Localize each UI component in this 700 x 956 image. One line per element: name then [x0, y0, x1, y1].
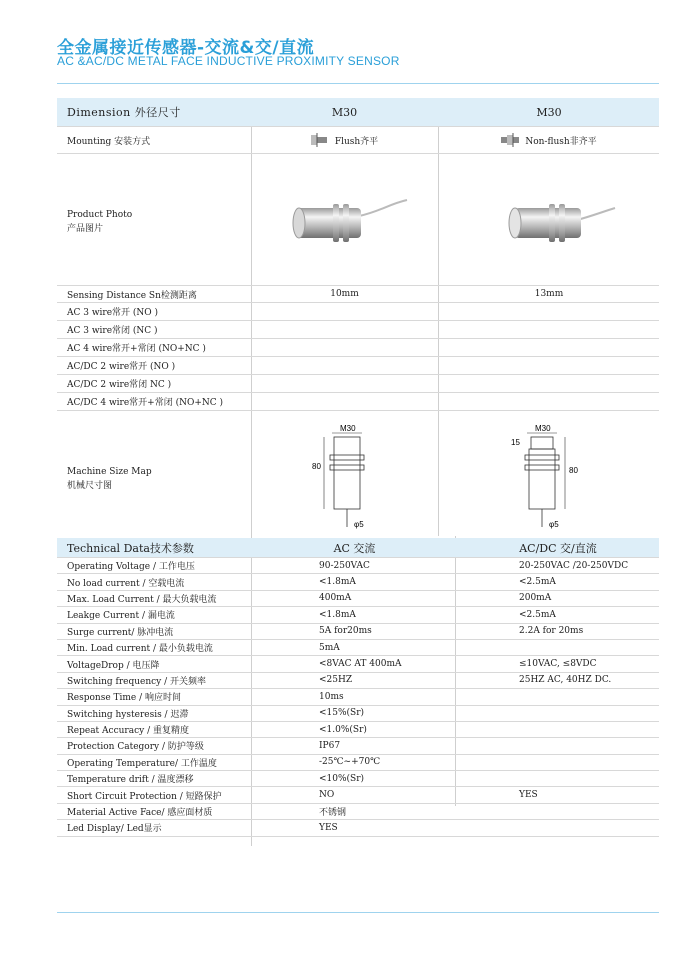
flush-length-dim: 80 — [312, 462, 321, 471]
tech-row-ac: 10ms — [319, 691, 344, 702]
tech-row-acdc: 200mA — [519, 593, 552, 604]
nonflush-dimension-drawing — [507, 423, 587, 531]
tech-row-ac: <1.8mA — [319, 577, 356, 588]
tech-row-ac: <25HZ — [319, 675, 353, 686]
col-flush-header: M30 — [331, 105, 358, 119]
mounting-nonflush-text: Non-flush非齐平 — [525, 136, 597, 147]
tech-row — [57, 607, 659, 623]
spec-table — [57, 98, 659, 539]
tech-col-ac: AC 交流 — [333, 541, 376, 555]
wiring-row — [57, 357, 659, 375]
tech-row-acdc — [519, 738, 659, 753]
sensing-nonflush: 13mm — [534, 289, 564, 299]
tech-row — [57, 591, 659, 607]
mounting-flush-text: Flush齐平 — [334, 136, 379, 147]
tech-row-acdc: 20-250VAC /20-250VDC — [519, 560, 629, 571]
tech-row-label: Min. Load current / 最小负载电流 — [67, 644, 213, 655]
tech-row-label: Repeat Accuracy / 重复精度 — [67, 726, 189, 737]
tech-row — [57, 689, 659, 705]
tech-row — [57, 624, 659, 640]
tech-row-ac: YES — [319, 822, 338, 833]
tech-row — [57, 558, 659, 574]
tech-row — [57, 640, 659, 656]
wiring-row — [57, 393, 659, 411]
nonflush-sensor-photo — [497, 194, 617, 250]
tech-row-label: Response Time / 响应时间 — [67, 693, 181, 704]
tech-row-label: Operating Voltage / 工作电压 — [67, 562, 195, 573]
tech-row-ac: <15%(Sr) — [319, 708, 365, 719]
wiring-label: AC 3 wire常开 (NO ) — [67, 308, 159, 318]
wiring-label: AC/DC 2 wire常闭 NC ) — [67, 380, 172, 390]
photo-label-en: Product Photo — [67, 210, 133, 220]
tech-row-ac: IP67 — [319, 740, 341, 751]
tech-row-label: Operating Temperature/ 工作温度 — [67, 758, 217, 769]
tech-row-acdc — [519, 771, 659, 786]
footer-divider — [57, 912, 659, 913]
tech-row-acdc: <2.5mA — [519, 577, 556, 588]
tech-row — [57, 804, 659, 820]
tech-row-ac: -25℃~+70℃ — [319, 757, 381, 768]
tech-row-ac: 5mA — [319, 642, 340, 653]
tech-row-label: Leakge Current / 漏电流 — [67, 611, 175, 622]
tech-row-ac: <1.0%(Sr) — [319, 724, 367, 735]
header-divider — [57, 83, 659, 84]
tech-row-acdc — [519, 820, 659, 835]
tech-row — [57, 656, 659, 672]
tech-row — [57, 755, 659, 771]
tech-row-acdc — [519, 722, 659, 737]
tech-row-label: Material Active Face/ 感应面材质 — [67, 808, 213, 819]
flush-mount-icon — [311, 133, 331, 147]
tech-row-acdc — [519, 804, 659, 819]
photo-row — [57, 154, 659, 286]
wiring-row — [57, 339, 659, 357]
tech-row-acdc — [519, 689, 659, 704]
wiring-label: AC/DC 4 wire常开+常闭 (NO+NC ) — [67, 398, 224, 408]
wiring-row — [57, 375, 659, 393]
nonflush-cable-dim: φ5 — [549, 520, 559, 529]
tech-row-label: Led Display/ Led显示 — [67, 824, 162, 835]
tech-row-acdc: ≤10VAC, ≤8VDC — [519, 659, 597, 670]
tech-row-ac: <1.8mA — [319, 609, 356, 620]
wiring-label: AC 4 wire常开+常闭 (NO+NC ) — [67, 344, 206, 354]
machine-label-en: Machine Size Map — [67, 467, 152, 477]
page-title-cn: 全金属接近传感器-交流&交/直流 — [57, 38, 315, 58]
tech-row-ac: <10%(Sr) — [319, 773, 365, 784]
tech-row-acdc: YES — [519, 790, 538, 801]
tech-row-ac: 不锈钢 — [319, 808, 347, 819]
tech-row — [57, 738, 659, 754]
tech-row — [57, 820, 659, 836]
tech-row-ac: NO — [319, 790, 335, 801]
tech-row — [57, 722, 659, 738]
tech-row-label: Short Circuit Protection / 短路保护 — [67, 791, 222, 802]
col-nonflush-header: M30 — [536, 105, 562, 119]
nonflush-length-dim: 80 — [569, 466, 578, 475]
tech-row-acdc — [519, 640, 659, 655]
tech-row-label: VoltageDrop / 电压降 — [67, 660, 160, 671]
tech-row-ac: 90-250VAC — [319, 560, 370, 571]
mounting-nonflush — [439, 127, 659, 153]
tech-row-label: Protection Category / 防护等级 — [67, 742, 204, 753]
sensing-label: Sensing Distance Sn检测距离 — [67, 290, 197, 301]
flush-cable-dim: φ5 — [354, 520, 364, 529]
tech-row-label: Temperature drift / 温度漂移 — [67, 775, 194, 786]
tech-row-acdc: 25HZ AC, 40HZ DC. — [519, 675, 612, 686]
tech-row-ac: <8VAC AT 400mA — [319, 659, 402, 670]
flush-sensor-photo — [289, 194, 409, 250]
tech-row — [57, 771, 659, 787]
tech-rows — [57, 558, 659, 837]
tech-row-acdc — [519, 755, 659, 770]
tech-row — [57, 673, 659, 689]
tech-row-label: No load current / 空载电流 — [67, 578, 185, 589]
photo-label-cn: 产品图片 — [67, 224, 104, 234]
mounting-row — [57, 127, 659, 154]
tech-row — [57, 574, 659, 590]
wiring-row — [57, 321, 659, 339]
wiring-label: AC 3 wire常闭 (NC ) — [67, 326, 158, 336]
sensing-flush: 10mm — [330, 289, 359, 299]
mounting-flush — [252, 127, 437, 153]
dimension-row — [57, 98, 659, 127]
tech-row-ac: 400mA — [319, 593, 352, 604]
page-title-en: AC &AC/DC METAL FACE INDUCTIVE PROXIMITY SENSOR — [57, 54, 400, 68]
flush-dimension-drawing — [312, 423, 392, 531]
wiring-row — [57, 303, 659, 321]
tech-table — [57, 538, 659, 837]
mounting-label: Mounting 安装方式 — [67, 136, 151, 147]
tech-row-acdc — [519, 706, 659, 721]
dimension-label: Dimension 外径尺寸 — [67, 106, 181, 119]
nonflush-top-dim: M30 — [535, 424, 551, 433]
tech-row-ac: 5A for20ms — [319, 626, 372, 637]
tech-header-row — [57, 538, 659, 558]
flush-top-dim: M30 — [340, 424, 356, 433]
tech-row-label: Switching hysteresis / 迟滞 — [67, 709, 189, 720]
sensing-row — [57, 286, 659, 303]
wiring-label: AC/DC 2 wire常开 (NO ) — [67, 362, 176, 372]
nonflush-mount-icon — [501, 133, 521, 147]
tech-row-label: Max. Load Current / 最大负载电流 — [67, 594, 217, 605]
tech-row-label: Surge current/ 脉冲电流 — [67, 627, 174, 638]
tech-row-acdc: 2.2A for 20ms — [519, 626, 584, 637]
machine-row — [57, 411, 659, 539]
tech-row-acdc: <2.5mA — [519, 609, 556, 620]
tech-row — [57, 706, 659, 722]
tech-row-label: Switching frequency / 开关频率 — [67, 676, 207, 687]
nonflush-protrude-dim: 15 — [511, 438, 520, 447]
tech-header-label: Technical Data技术参数 — [67, 541, 194, 555]
machine-label-cn: 机械尺寸图 — [67, 481, 113, 491]
tech-col-acdc: AC/DC 交/直流 — [519, 541, 597, 555]
tech-row — [57, 787, 659, 803]
